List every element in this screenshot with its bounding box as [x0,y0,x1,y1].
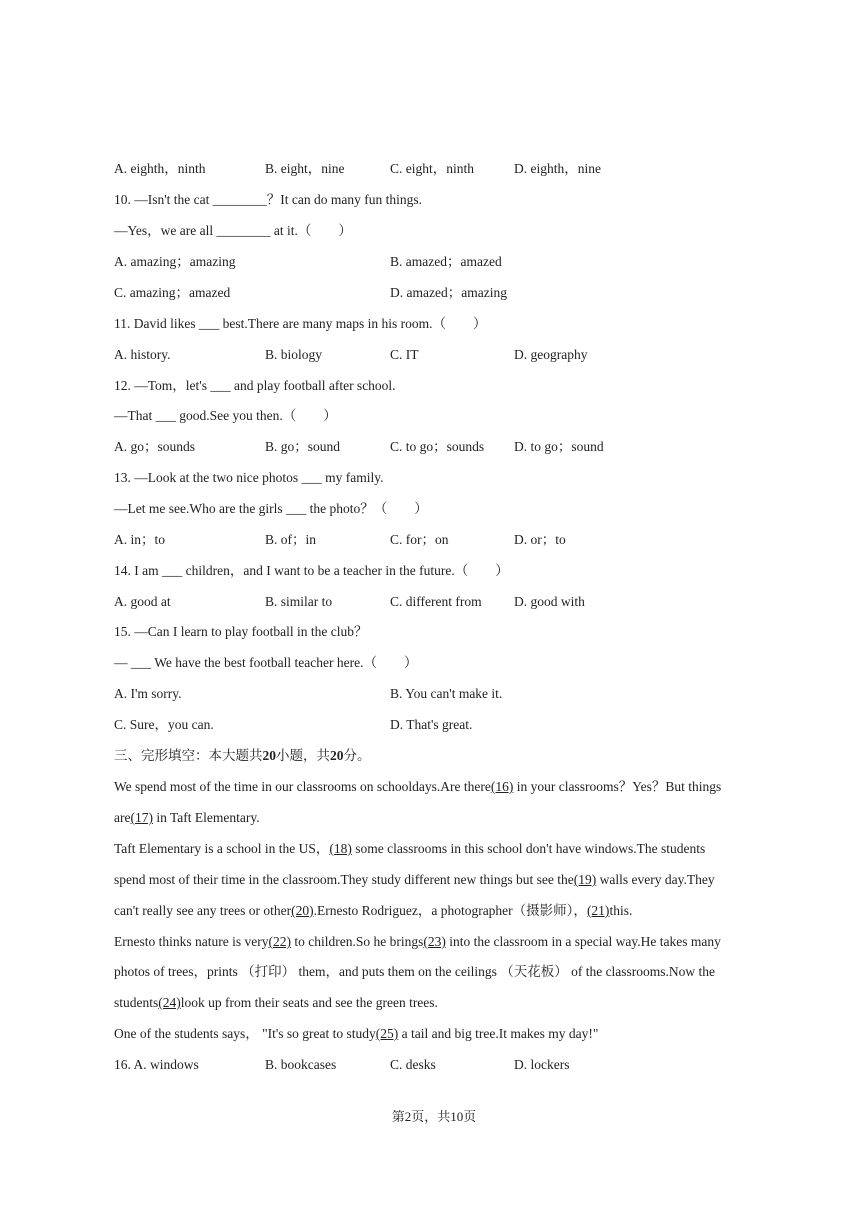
q14-option-a: A. good at [114,594,171,609]
q10-line1: 10. —Isn't the cat ________？It can do many fun things. [114,192,423,207]
q9-option-c: C. eight，ninth [390,161,474,176]
q13-line1: 13. —Look at the two nice photos ___ my family. [114,470,384,485]
blank-25: (25) [375,1026,399,1041]
q12-line2: —That ___ good.See you then.（ ） [114,408,337,423]
blank-23: (23) [423,934,446,949]
blank-20: (20) [291,903,314,918]
passage-line-4: spend most of their time in the classroom.They study different new things but see the(19) walls every day.They [114,872,715,887]
q10-option-d: D. amazed；amazing [390,285,507,300]
q11-stem: 11. David likes ___ best.There are many maps in his room.（ ） [114,316,487,331]
q12-option-b: B. go；sound [265,439,341,454]
passage-line-9: One of the students says， "It's so great to study(25) a tail and big tree.It makes my day!" [114,1026,599,1041]
passage-line-1: We spend most of the time in our classrooms on schooldays.Are there(16) in your classrooms？Yes？But things [114,779,722,794]
q9-option-a: A. eighth，ninth [114,161,206,176]
page-footer: 第2页，共10页 [391,1109,477,1124]
q11-option-d: D. geography [514,347,588,362]
q13-line2: —Let me see.Who are the girls ___ the photo？（ ） [114,501,428,516]
q11-option-a: A. history. [114,347,171,362]
q14-stem: 14. I am ___ children，and I want to be a teacher in the future.（ ） [114,563,509,578]
q10-option-a: A. amazing；amazing [114,254,236,269]
q16-option-a: 16. A. windows [114,1057,199,1072]
q15-option-b: B. You can't make it. [390,686,503,701]
q11-option-b: B. biology [265,347,323,362]
q10-line2: —Yes，we are all ________ at it.（ ） [114,223,352,238]
q13-option-c: C. for；on [390,532,449,547]
q15-line1: 15. —Can I learn to play football in the club？ [114,624,368,639]
blank-18: (18) [329,841,352,856]
q10-option-c: C. amazing；amazed [114,285,231,300]
passage-line-5: can't really see any trees or other(20).Ernesto Rodriguez，a photographer（摄影师），(21)this. [114,903,633,918]
q9-option-d: D. eighth，nine [514,161,601,176]
q14-option-c: C. different from [390,594,482,609]
blank-17: (17) [130,810,153,825]
q15-option-c: C. Sure，you can. [114,717,214,732]
q13-option-d: D. or；to [514,532,566,547]
q15-option-a: A. I'm sorry. [114,686,182,701]
q9-option-b: B. eight，nine [265,161,345,176]
passage-line-7: photos of trees，prints （打印） them，and puts them on the ceilings （天花板） of the classrooms.Now the [114,964,716,979]
q16-option-c: C. desks [390,1057,436,1072]
blank-22: (22) [268,934,291,949]
passage-line-6: Ernesto thinks nature is very(22) to children.So he brings(23) into the classroom in a special way.He takes many [114,934,721,949]
blank-24: (24) [158,995,181,1010]
q10-option-b: B. amazed；amazed [390,254,502,269]
blank-16: (16) [490,779,514,794]
passage-line-8: students(24)look up from their seats and see the green trees. [114,995,438,1010]
q11-option-c: C. IT [390,347,419,362]
q14-option-d: D. good with [514,594,585,609]
q12-option-d: D. to go；sound [514,439,604,454]
q15-option-d: D. That's great. [390,717,473,732]
passage-line-2: are(17) in Taft Elementary. [114,810,260,825]
blank-21: (21) [586,903,610,918]
q16-option-b: B. bookcases [265,1057,337,1072]
q16-option-d: D. lockers [514,1057,570,1072]
q13-option-b: B. of；in [265,532,317,547]
passage-line-3: Taft Elementary is a school in the US，(18) some classrooms in this school don't have windows.The students [114,841,706,856]
q12-line1: 12. —Tom，let's ___ and play football after school. [114,378,396,393]
q14-option-b: B. similar to [265,594,333,609]
q12-option-a: A. go；sounds [114,439,196,454]
blank-19: (19) [573,872,597,887]
q13-option-a: A. in；to [114,532,166,547]
q15-line2: — ___ We have the best football teacher here.（ ） [114,655,418,670]
q12-option-c: C. to go；sounds [390,439,485,454]
section-heading: 三、完形填空：本大题共20小题，共20分。 [114,748,371,763]
